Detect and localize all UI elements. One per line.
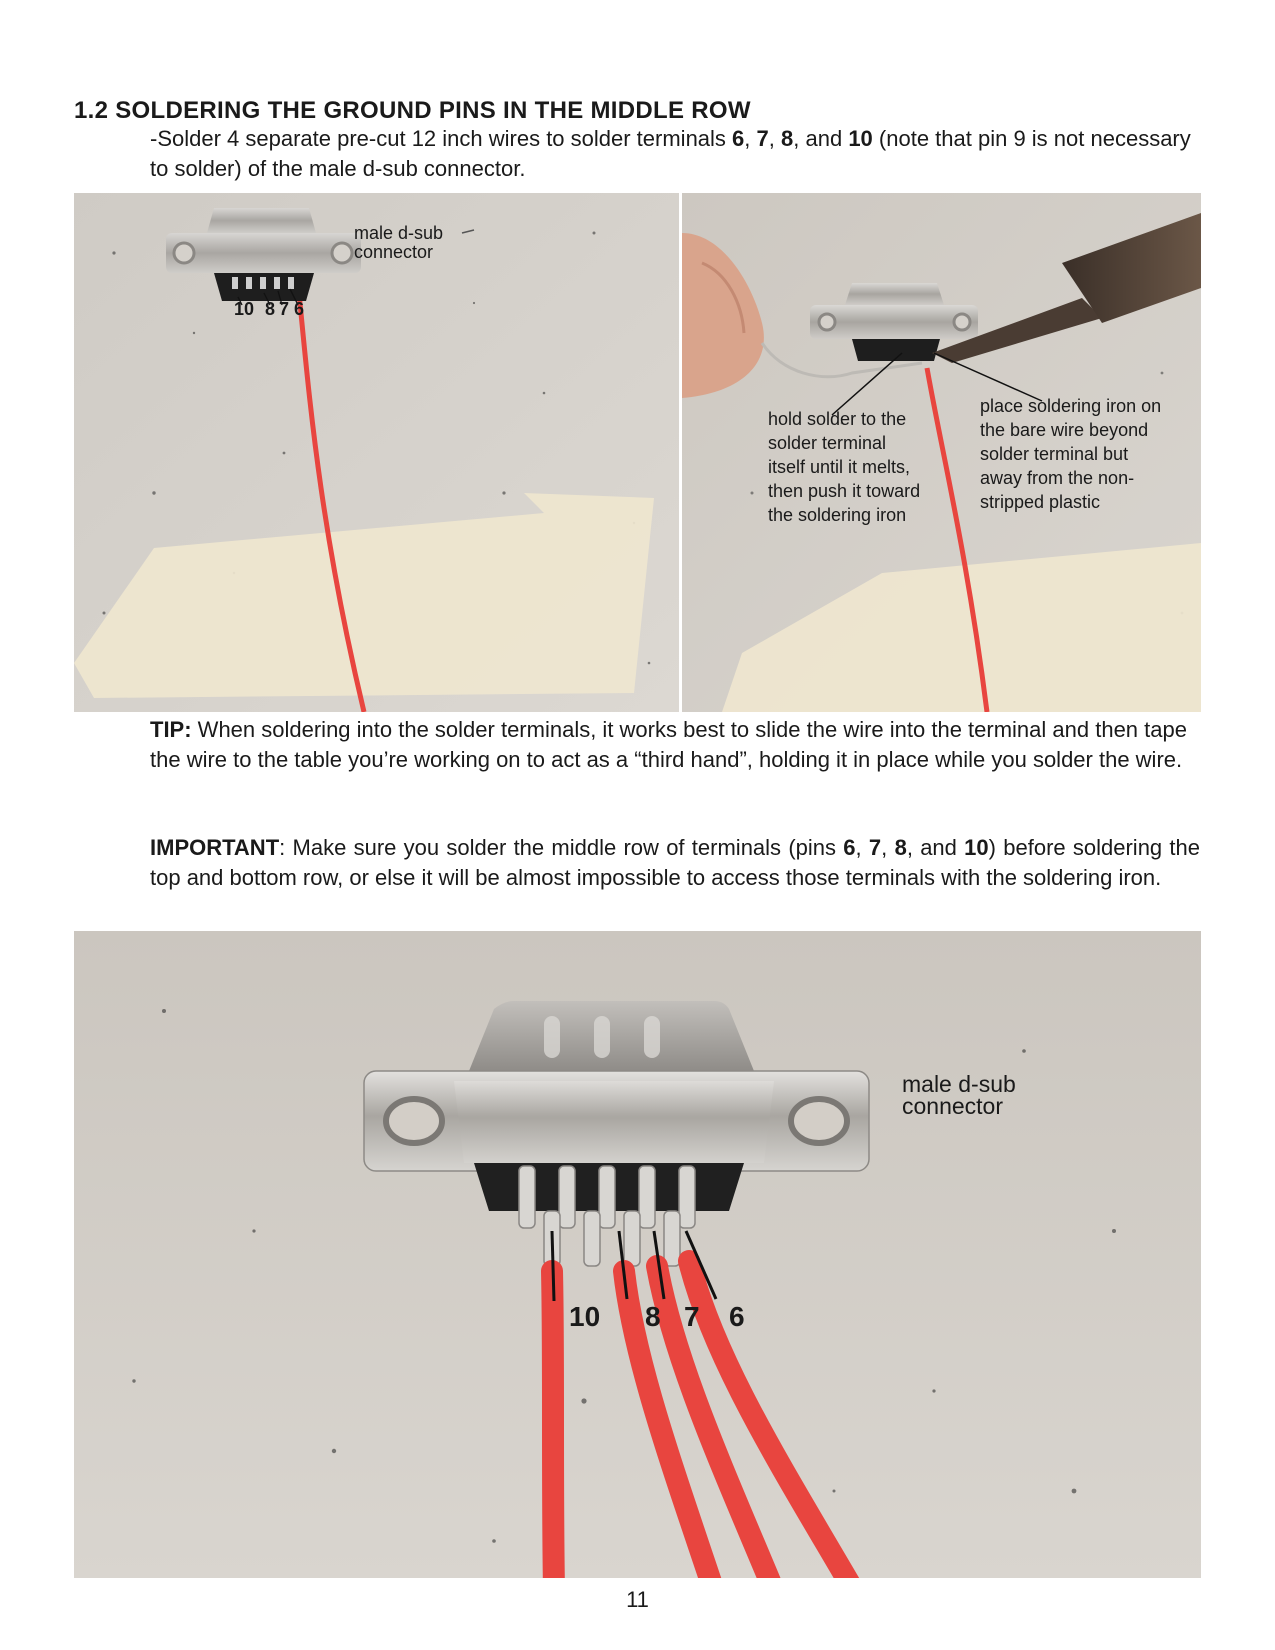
intro-paragraph	[150, 124, 1200, 184]
intro-text-1: -Solder 4 separate pre-cut 12 inch wires to solder terminals	[150, 126, 733, 151]
section-heading: 1.2 SOLDERING THE GROUND PINS IN THE MIDDLE ROW	[74, 97, 751, 124]
important-sep-2: ,	[881, 835, 895, 860]
intro-pin-6: 6	[732, 126, 745, 151]
bottom-pin-label-6: 6	[729, 1301, 745, 1332]
intro-sep-3: , and	[793, 126, 849, 151]
left-pin-label-10: 10	[234, 299, 255, 319]
bottom-connector-label: male d-sub connector	[902, 1071, 1016, 1119]
tip-paragraph	[150, 715, 1200, 775]
important-paragraph	[150, 833, 1200, 893]
left-pin-label-8: 8	[265, 299, 276, 319]
left-pin-label-7: 7	[279, 299, 290, 319]
intro-pin-10: 10	[848, 126, 873, 151]
important-sep-3: , and	[906, 835, 965, 860]
bottom-pin-label-8: 8	[645, 1301, 661, 1332]
bottom-pin-label-10: 10	[569, 1301, 601, 1332]
tip-label: TIP:	[150, 717, 192, 742]
left-connector-label: male d-sub connector	[354, 223, 444, 262]
important-sep-1: ,	[855, 835, 869, 860]
intro-pin-7: 7	[756, 126, 769, 151]
bottom-pin-label-7: 7	[684, 1301, 700, 1332]
tip-text: When soldering into the solder terminals, it works best to slide the wire into the terminal and then tape the wire to the table you’re working on to act as a “third hand”, holding it in place while you solder the wire.	[150, 717, 1187, 772]
important-text-2: ) before soldering the top and bottom row, or else it will be almost impossible to access those terminals with the soldering iron.	[150, 835, 1201, 890]
important-pin-6: 6	[843, 835, 856, 860]
important-pin-7: 7	[868, 835, 882, 860]
intro-sep-2: ,	[768, 126, 782, 151]
intro-pin-8: 8	[781, 126, 794, 151]
important-text-1: : Make sure you solder the middle row of terminals (pins	[279, 835, 844, 860]
right-label-place-iron: place soldering iron on the bare wire beyond solder terminal but away from the non- stripped plastic	[980, 396, 1162, 512]
left-pin-label-6: 6	[294, 299, 305, 319]
intro-text-2: (note that pin 9 is not necessary to solder) of the male d-sub connector.	[150, 126, 1191, 181]
important-pin-10: 10	[964, 835, 989, 860]
photo-soldering-technique	[682, 193, 1201, 712]
intro-sep-1: ,	[744, 126, 757, 151]
important-label: IMPORTANT	[150, 835, 280, 860]
photo-male-dsub-connector	[74, 193, 679, 712]
important-pin-8: 8	[894, 835, 907, 860]
right-label-hold-solder: hold solder to the solder terminal itself until it melts, then push it toward the soldering iron	[768, 409, 921, 525]
photo-soldered-middle-row	[74, 931, 1201, 1578]
page-number: 11	[626, 1587, 649, 1612]
